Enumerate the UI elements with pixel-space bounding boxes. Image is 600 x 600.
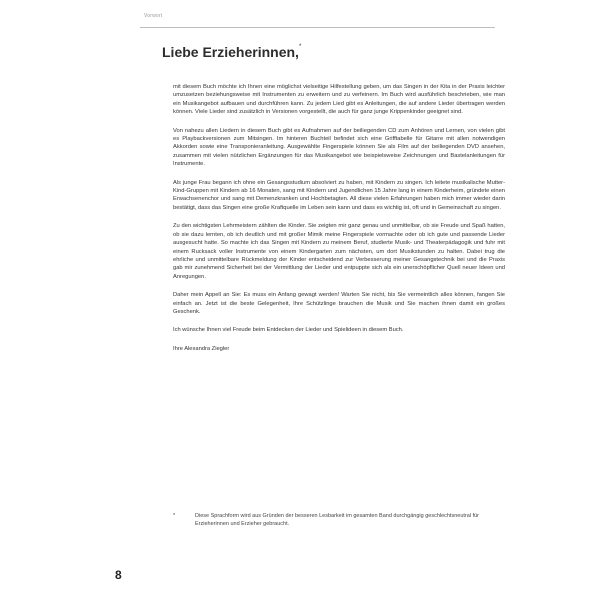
header-rule [140, 27, 495, 28]
title-footnote-mark: * [298, 44, 302, 51]
signature: Ihre Alexandra Ziegler [173, 345, 230, 352]
page-number: 8 [115, 568, 122, 582]
paragraph: Daher mein Appell an Sie: Es muss ein Anfang gewagt werden! Warten Sie nicht, bis Sie vermeintlich alles können, fangen Sie einfach an. Jetzt ist die beste Gelegenheit, Ihre Schützlinge brauchen die Musik und Sie machen ihnen damit ein großes Geschenk. [173, 292, 505, 315]
running-header: Vorwort [144, 13, 163, 19]
page-title [162, 44, 301, 60]
paragraph: Von nahezu allen Liedern in diesem Buch gibt es Aufnahmen auf der beiliegenden CD zum Anhören und Lernen, von vielen gibt es Playbackversionen zum Mitsingen. Im hinteren Buchteil befindet sich eine Grifftabelle für Gitarre mit allen notwendigen Akkorden sowie eine Transponieranleitung. Ausgewählte Fingerspiele können Sie als Film auf der beiliegenden DVD ansehen, zusammen mit vielen nützlichen Ergänzungen für das Musikangebot wie beispielsweise Zeichnungen und Bastelanleitungen für Instrumente. [173, 127, 505, 168]
footnote [173, 513, 505, 528]
paragraph: mit diesem Buch möchte ich Ihnen eine möglichst vielseitige Hilfestellung geben, um das Singen in der Kita in der Praxis leichter umzusetzen beziehungsweise mit Instrumenten zu erweitern und zu verfeinern. Im Buch wird ausführlich beschrieben, wie man ein Musikangebot aufbauen und durchführen kann. Zu jedem Lied gibt es Anleitungen, die auf andere Lieder übertragen werden können. Viele Lieder sind zusätzlich in Versionen vorgestellt, die auch für ganz junge Krippenkinder geeignet sind. [173, 84, 505, 116]
paragraph: Als junge Frau begann ich ohne ein Gesangsstudium absolviert zu haben, mit Kindern zu singen. Ich leitete musikalische Mutter-Kind-Gruppen mit Kindern ab 16 Monaten, sang mit Kindern und Jugendlichen 15 Jahre lang in einem Kinderheim, gründete einen Erwachsenenchor und sang mit Demenzkranken und Hochbetagten. All diese vielen Erfahrungen haben mich immer wieder darin bestätigt, dass das Singen eine große Kraftquelle im Leben sein kann und dass es wichtig ist, oft und in Gemeinschaft zu singen. [173, 179, 505, 211]
footnote-mark: * [173, 513, 176, 519]
body-text [173, 83, 505, 353]
paragraph: Ich wünsche Ihnen viel Freude beim Entdecken der Lieder und Spielideen in diesem Buch. [173, 327, 404, 334]
title-text: Liebe Erzieherinnen, [162, 44, 299, 60]
footnote-text: Diese Sprachform wird aus Gründen der besseren Lesbarkeit im gesamten Band durchgängig geschlechtsneutral für Erzieherinnen und Erzieher gebraucht. [195, 513, 480, 527]
paragraph: Zu den wichtigsten Lehrmeistern zählten die Kinder. Sie zeigten mir ganz genau und unmittelbar, ob sie Freude und Spaß hatten, ob sie dazu lernten, ob ich deutlich und mit großer Mimik meine Fingerspiele vormachte oder ob ich gute und passende Lieder ausgesucht hatte. So machte ich das Singen mit Kindern zu meinem Beruf, studierte Musik- und Theaterpädagogik und fuhr mit einem Rucksack voller Instrumente von einem Kindergarten zum nächsten, um dort Musikstunden zu halten. Dabei trug die ehrliche und unmittelbare Rückmeldung der Kinder entscheidend zur Verbesserung meiner Gesangstechnik bei und die Praxis gab mir zunehmend Sicherheit bei der Vermittlung der Lieder und entpuppte sich als ein unerschöpflicher Quell neuer Ideen und Anregungen. [173, 223, 505, 280]
